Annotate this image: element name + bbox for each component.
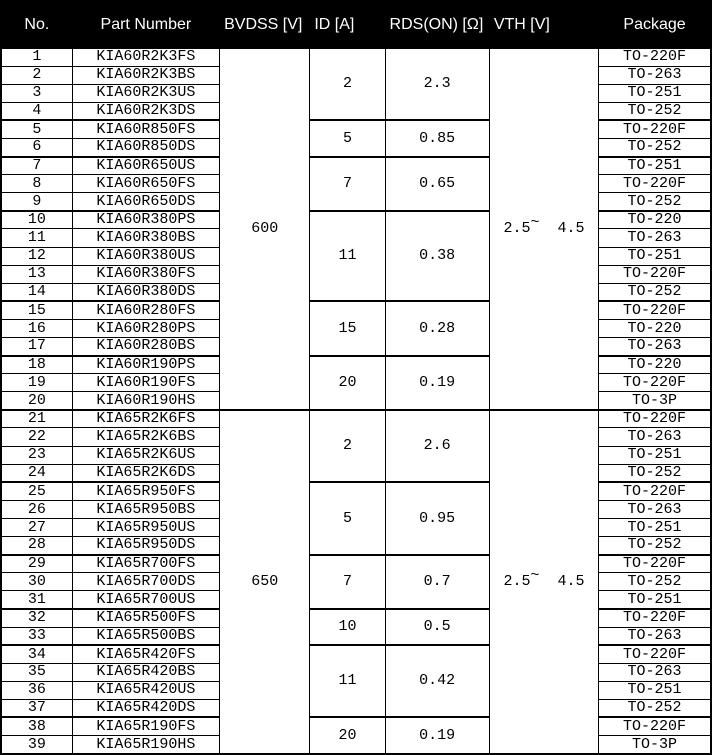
part-number-cell: KIA60R380DS [72,283,219,301]
row-number-cell: 31 [1,591,72,609]
part-number-cell: KIA60R380BS [72,229,219,247]
part-number-cell: KIA60R380PS [72,211,219,229]
rds-cell: 0.7 [385,555,489,609]
package-cell: TO-251 [599,591,711,609]
package-cell: TO-251 [599,681,711,699]
table-row [1,555,711,573]
part-number-cell: KIA60R280PS [72,319,219,337]
bvdss-cell: 600 [220,48,310,410]
row-number-cell: 17 [1,338,72,356]
row-number-cell: 20 [1,392,72,410]
package-cell: TO-220F [599,609,711,627]
package-cell: TO-251 [599,84,711,102]
package-cell: TO-220F [599,555,711,573]
part-number-cell: KIA65R190FS [72,717,219,735]
part-number-cell: KIA65R190HS [72,736,219,754]
package-cell: TO-252 [599,699,711,717]
package-cell: TO-251 [599,247,711,265]
package-cell: TO-220F [599,48,711,66]
row-number-cell: 33 [1,627,72,645]
row-number-cell: 9 [1,193,72,211]
package-cell: TO-252 [599,573,711,591]
id-cell: 7 [310,157,385,211]
part-number-cell: KIA65R2K6US [72,446,219,464]
table-row [1,301,711,319]
row-number-cell: 30 [1,573,72,591]
id-cell: 20 [310,717,385,754]
package-cell: TO-252 [599,102,711,120]
row-number-cell: 6 [1,138,72,156]
part-number-cell: KIA60R380US [72,247,219,265]
row-number-cell: 28 [1,537,72,555]
row-number-cell: 34 [1,645,72,663]
package-cell: TO-220F [599,717,711,735]
part-number-cell: KIA65R500FS [72,609,219,627]
id-cell: 10 [310,609,385,645]
part-number-cell: KIA60R2K3DS [72,102,219,120]
package-cell: TO-252 [599,537,711,555]
rds-cell: 0.28 [385,301,489,355]
package-cell: TO-220 [599,211,711,229]
row-number-cell: 16 [1,319,72,337]
package-cell: TO-252 [599,283,711,301]
row-number-cell: 39 [1,736,72,754]
part-number-cell: KIA65R700US [72,591,219,609]
part-number-cell: KIA60R2K3BS [72,66,219,84]
row-number-cell: 1 [1,48,72,66]
rds-cell: 0.5 [385,609,489,645]
column-header-package: Package [599,1,711,48]
part-number-cell: KIA60R2K3FS [72,48,219,66]
rds-cell: 0.65 [385,157,489,211]
package-cell: TO-263 [599,229,711,247]
row-number-cell: 10 [1,211,72,229]
row-number-cell: 36 [1,681,72,699]
rds-cell: 0.95 [385,482,489,554]
id-cell: 5 [310,482,385,554]
row-number-cell: 14 [1,283,72,301]
part-number-cell: KIA65R700DS [72,573,219,591]
row-number-cell: 38 [1,717,72,735]
table-row [1,48,711,66]
row-number-cell: 3 [1,84,72,102]
row-number-cell: 32 [1,609,72,627]
package-cell: TO-263 [599,627,711,645]
package-cell: TO-252 [599,138,711,156]
part-number-cell: KIA60R190FS [72,374,219,392]
rds-cell: 2.3 [385,48,489,120]
row-number-cell: 23 [1,446,72,464]
part-number-cell: KIA60R280FS [72,301,219,319]
package-cell: TO-251 [599,518,711,536]
package-cell: TO-3P [599,736,711,754]
part-number-cell: KIA65R950US [72,518,219,536]
part-number-cell: KIA65R500BS [72,627,219,645]
package-cell: TO-220F [599,645,711,663]
package-cell: TO-220F [599,410,711,428]
package-cell: TO-220F [599,120,711,138]
vth-cell: 2.5~ 4.5 [489,48,598,410]
row-number-cell: 22 [1,428,72,446]
part-number-cell: KIA60R850FS [72,120,219,138]
row-number-cell: 18 [1,356,72,374]
table-row [1,211,711,229]
package-cell: TO-251 [599,157,711,175]
row-number-cell: 2 [1,66,72,84]
part-number-cell: KIA60R380FS [72,265,219,283]
column-header-id: ID [A] [310,1,385,48]
tilde-range-separator: ~ [530,567,540,585]
rds-cell: 0.42 [385,645,489,717]
table-body [1,48,711,754]
package-cell: TO-263 [599,500,711,518]
row-number-cell: 5 [1,120,72,138]
part-number-cell: KIA60R850DS [72,138,219,156]
part-number-cell: KIA65R2K6DS [72,464,219,482]
row-number-cell: 8 [1,175,72,193]
part-number-cell: KIA65R420BS [72,663,219,681]
part-number-cell: KIA65R700FS [72,555,219,573]
package-cell: TO-263 [599,66,711,84]
part-number-cell: KIA60R280BS [72,338,219,356]
id-cell: 7 [310,555,385,609]
part-number-cell: KIA65R420DS [72,699,219,717]
table-row [1,645,711,663]
part-number-cell: KIA65R950FS [72,482,219,500]
row-number-cell: 13 [1,265,72,283]
part-number-cell: KIA60R190HS [72,392,219,410]
rds-cell: 0.38 [385,211,489,301]
row-number-cell: 19 [1,374,72,392]
table-row [1,482,711,500]
part-number-cell: KIA65R2K6BS [72,428,219,446]
row-number-cell: 12 [1,247,72,265]
table-row [1,717,711,735]
table-header [1,1,711,48]
part-number-cell: KIA65R2K6FS [72,410,219,428]
row-number-cell: 4 [1,102,72,120]
part-number-cell: KIA60R650FS [72,175,219,193]
package-cell: TO-220F [599,301,711,319]
part-number-cell: KIA60R190PS [72,356,219,374]
row-number-cell: 25 [1,482,72,500]
package-cell: TO-263 [599,428,711,446]
table-row [1,356,711,374]
table-row [1,157,711,175]
column-header-vth: VTH [V] [489,1,598,48]
package-cell: TO-220F [599,265,711,283]
part-number-cell: KIA65R950DS [72,537,219,555]
column-header-no: No. [1,1,72,48]
part-number-cell: KIA60R2K3US [72,84,219,102]
package-cell: TO-220F [599,482,711,500]
row-number-cell: 7 [1,157,72,175]
part-number-cell: KIA65R420US [72,681,219,699]
id-cell: 15 [310,301,385,355]
id-cell: 11 [310,211,385,301]
row-number-cell: 26 [1,500,72,518]
tilde-range-separator: ~ [530,214,540,232]
rds-cell: 0.85 [385,120,489,156]
package-cell: TO-220 [599,319,711,337]
table-row [1,609,711,627]
vth-cell: 2.5~ 4.5 [489,410,598,754]
bvdss-cell: 650 [220,410,310,754]
row-number-cell: 24 [1,464,72,482]
table-row [1,120,711,138]
package-cell: TO-263 [599,663,711,681]
package-cell: TO-220 [599,356,711,374]
package-cell: TO-263 [599,338,711,356]
package-cell: TO-220F [599,374,711,392]
package-cell: TO-251 [599,446,711,464]
row-number-cell: 37 [1,699,72,717]
row-number-cell: 27 [1,518,72,536]
rds-cell: 0.19 [385,356,489,410]
row-number-cell: 29 [1,555,72,573]
id-cell: 2 [310,48,385,120]
id-cell: 20 [310,356,385,410]
part-number-cell: KIA60R650DS [72,193,219,211]
table-row [1,410,711,428]
id-cell: 2 [310,410,385,482]
rds-cell: 2.6 [385,410,489,482]
table-header-row [1,1,711,48]
package-cell: TO-220F [599,175,711,193]
row-number-cell: 35 [1,663,72,681]
column-header-bvdss: BVDSS [V] [220,1,310,48]
row-number-cell: 15 [1,301,72,319]
column-header-rds: RDS(ON) [Ω] [385,1,489,48]
package-cell: TO-252 [599,193,711,211]
part-number-cell: KIA65R950BS [72,500,219,518]
row-number-cell: 11 [1,229,72,247]
id-cell: 5 [310,120,385,156]
row-number-cell: 21 [1,410,72,428]
part-number-cell: KIA65R420FS [72,645,219,663]
id-cell: 11 [310,645,385,717]
column-header-part: Part Number [72,1,219,48]
rds-cell: 0.19 [385,717,489,754]
package-cell: TO-252 [599,464,711,482]
package-cell: TO-3P [599,392,711,410]
part-number-cell: KIA60R650US [72,157,219,175]
